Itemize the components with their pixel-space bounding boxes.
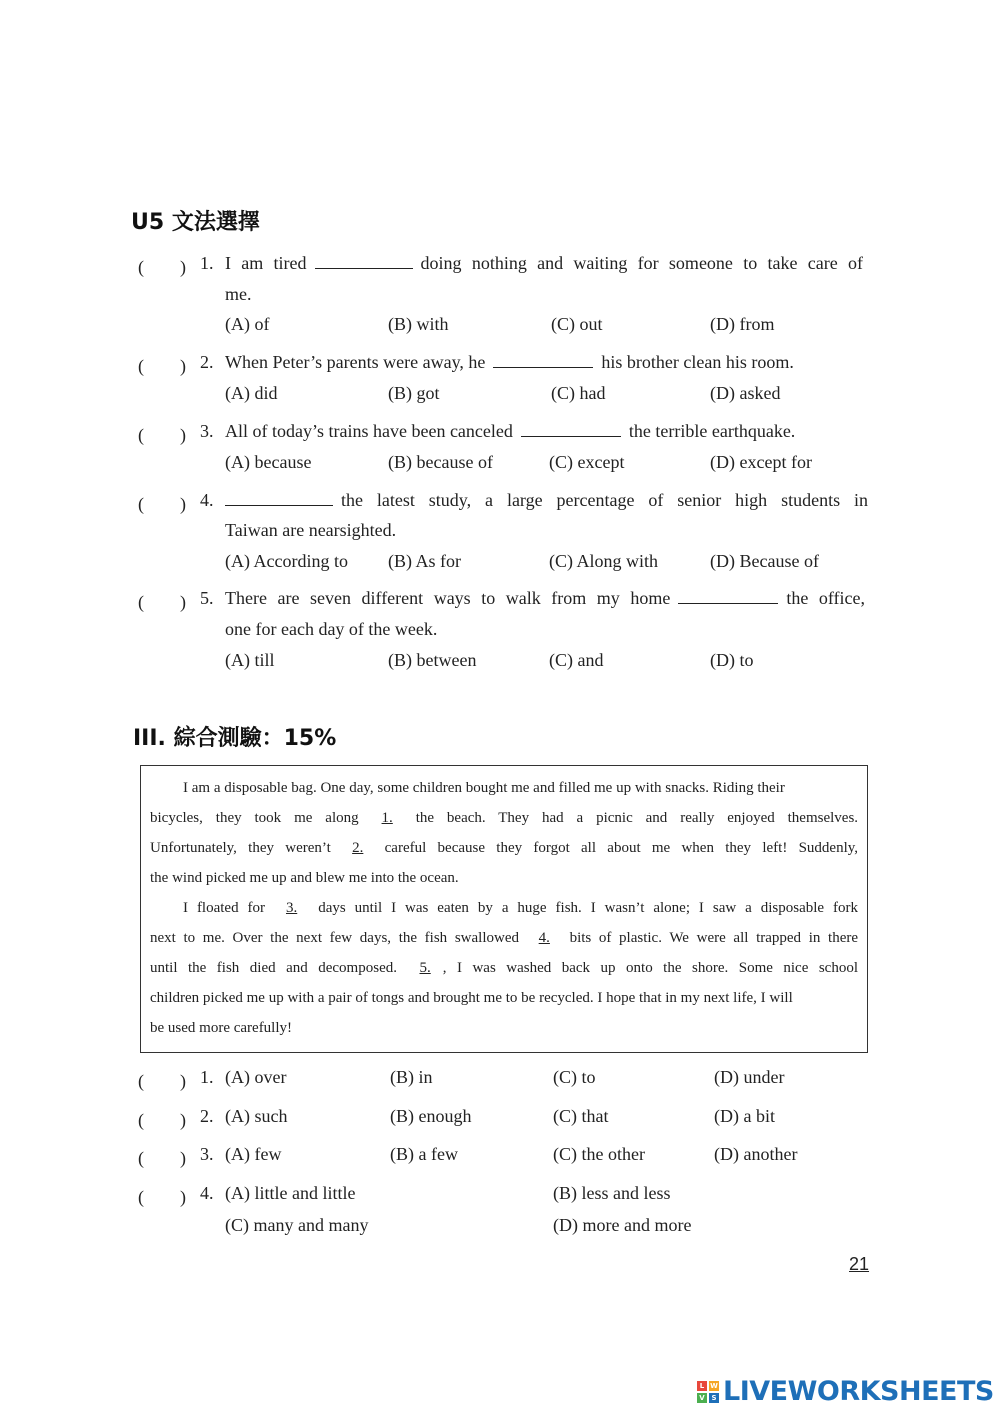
answer-paren[interactable]: ( ) [138, 356, 186, 376]
option-a: (A) because [225, 452, 312, 472]
question-number: 3. [200, 1144, 214, 1164]
question-number: 4. [200, 490, 214, 510]
option-b: (B) enough [390, 1106, 472, 1126]
passage-line: the wind picked me up and blew me into the ocean. [150, 870, 459, 886]
answer-paren[interactable]: ( ) [138, 1148, 186, 1168]
logo-cell: W [710, 1381, 718, 1390]
option-a: (A) few [225, 1144, 282, 1164]
option-d: (D) asked [710, 383, 781, 403]
question-stem-line2: Taiwan are nearsighted. [225, 520, 397, 540]
question-number: 2. [200, 1106, 214, 1126]
logo-cell: V [697, 1393, 707, 1403]
passage-line: Unfortunately, they weren’t 2. careful because they forgot all about me when they left! Suddenly, [150, 840, 859, 856]
question-number: 4. [200, 1183, 214, 1203]
option-d: (D) under [714, 1067, 785, 1087]
option-c: (C) the other [553, 1144, 645, 1164]
question-number: 5. [200, 588, 214, 608]
question-stem: All of today’s trains have been canceled the terrible earthquake. [225, 421, 796, 441]
answer-paren[interactable]: ( ) [138, 1110, 186, 1130]
fill-blank[interactable] [315, 267, 413, 269]
question-stem: I am tired doing nothing and waiting for someone to take care of [225, 253, 863, 273]
question-number: 3. [200, 421, 214, 441]
answer-paren[interactable]: ( ) [138, 494, 186, 514]
answer-paren[interactable]: ( ) [138, 425, 186, 445]
option-c: (C) that [553, 1106, 609, 1126]
option-a: (A) such [225, 1106, 288, 1126]
answer-paren[interactable]: ( ) [138, 1187, 186, 1207]
option-c: (C) except [549, 452, 625, 472]
option-d: (D) more and more [553, 1215, 692, 1235]
option-d: (D) a bit [714, 1106, 775, 1126]
answer-paren[interactable]: ( ) [138, 592, 186, 612]
option-b: (B) As for [388, 551, 461, 571]
option-c: (C) and [549, 650, 604, 670]
logo-cell: S [709, 1393, 719, 1403]
option-d: (D) from [710, 314, 775, 334]
option-a: (A) till [225, 650, 275, 670]
fill-blank[interactable] [493, 366, 593, 368]
logo-cell: L [697, 1381, 707, 1391]
option-c: (C) many and many [225, 1215, 369, 1235]
passage-line: children picked me up with a pair of tongs and brought me to be recycled. I hope that in my next life, I will [150, 990, 793, 1006]
fill-blank[interactable] [521, 435, 621, 437]
option-a: (A) little and little [225, 1183, 356, 1203]
option-a: (A) did [225, 383, 278, 403]
section-title-cloze: III. 綜合測驗：15% [133, 726, 337, 751]
passage-line: be used more carefully! [150, 1020, 293, 1036]
passage-blank-4[interactable]: 4. [538, 930, 550, 946]
passage-line: I am a disposable bag. One day, some children bought me and filled me up with snacks. Riding their [183, 780, 785, 796]
option-b: (B) got [388, 383, 440, 403]
option-b: (B) with [388, 314, 449, 334]
passage-line: next to me. Over the next few days, the fish swallowed 4. bits of plastic. We were all trapped in there [150, 930, 859, 946]
liveworksheets-logo[interactable] [697, 1376, 994, 1407]
option-b: (B) because of [388, 452, 493, 472]
option-a: (A) of [225, 314, 270, 334]
option-d: (D) to [710, 650, 754, 670]
question-stem: There are seven different ways to walk from my home the office, [225, 588, 865, 608]
option-a: (A) According to [225, 551, 348, 571]
passage-line: bicycles, they took me along 1. the beach. They had a picnic and really enjoyed themselves. [150, 810, 859, 826]
fill-blank[interactable] [678, 602, 778, 604]
passage-line: until the fish died and decomposed. 5. , I was washed back up onto the shore. Some nice school [150, 960, 859, 976]
passage-blank-3[interactable]: 3. [285, 900, 298, 916]
question-stem-line2: one for each day of the week. [225, 619, 438, 639]
option-a: (A) over [225, 1067, 287, 1087]
option-c: (C) had [551, 383, 606, 403]
fill-blank[interactable] [225, 504, 333, 506]
question-stem: the latest study, a large percentage of senior high students in [225, 490, 868, 511]
option-b: (B) between [388, 650, 477, 670]
option-d: (D) another [714, 1144, 798, 1164]
section-title-grammar: U5 文法選擇 [131, 210, 260, 235]
passage-blank-1[interactable]: 1. [381, 810, 393, 826]
passage-blank-2[interactable]: 2. [352, 840, 364, 856]
answer-paren[interactable]: ( ) [138, 257, 186, 277]
question-number: 1. [200, 1067, 214, 1087]
option-d: (D) Because of [710, 551, 819, 571]
logo-text: LIVEWORKSHEETS [723, 1376, 994, 1407]
question-number: 2. [200, 352, 214, 372]
page-number: 21 [849, 1254, 870, 1274]
question-stem-line2: me. [225, 284, 252, 304]
question-number: 1. [200, 253, 214, 273]
option-c: (C) to [553, 1067, 596, 1087]
option-d: (D) except for [710, 452, 812, 472]
option-c: (C) out [551, 314, 603, 334]
logo-mark-icon [697, 1381, 719, 1403]
option-b: (B) a few [390, 1144, 458, 1164]
option-b: (B) in [390, 1067, 433, 1087]
answer-paren[interactable]: ( ) [138, 1071, 186, 1091]
option-b: (B) less and less [553, 1183, 671, 1203]
option-c: (C) Along with [549, 551, 659, 571]
passage-line: I floated for 3. days until I was eaten by a huge fish. I wasn’t alone; I saw a disposable fork [183, 900, 859, 916]
question-stem: When Peter’s parents were away, he his brother clean his room. [225, 352, 794, 372]
passage-blank-5[interactable]: 5. [419, 960, 431, 976]
